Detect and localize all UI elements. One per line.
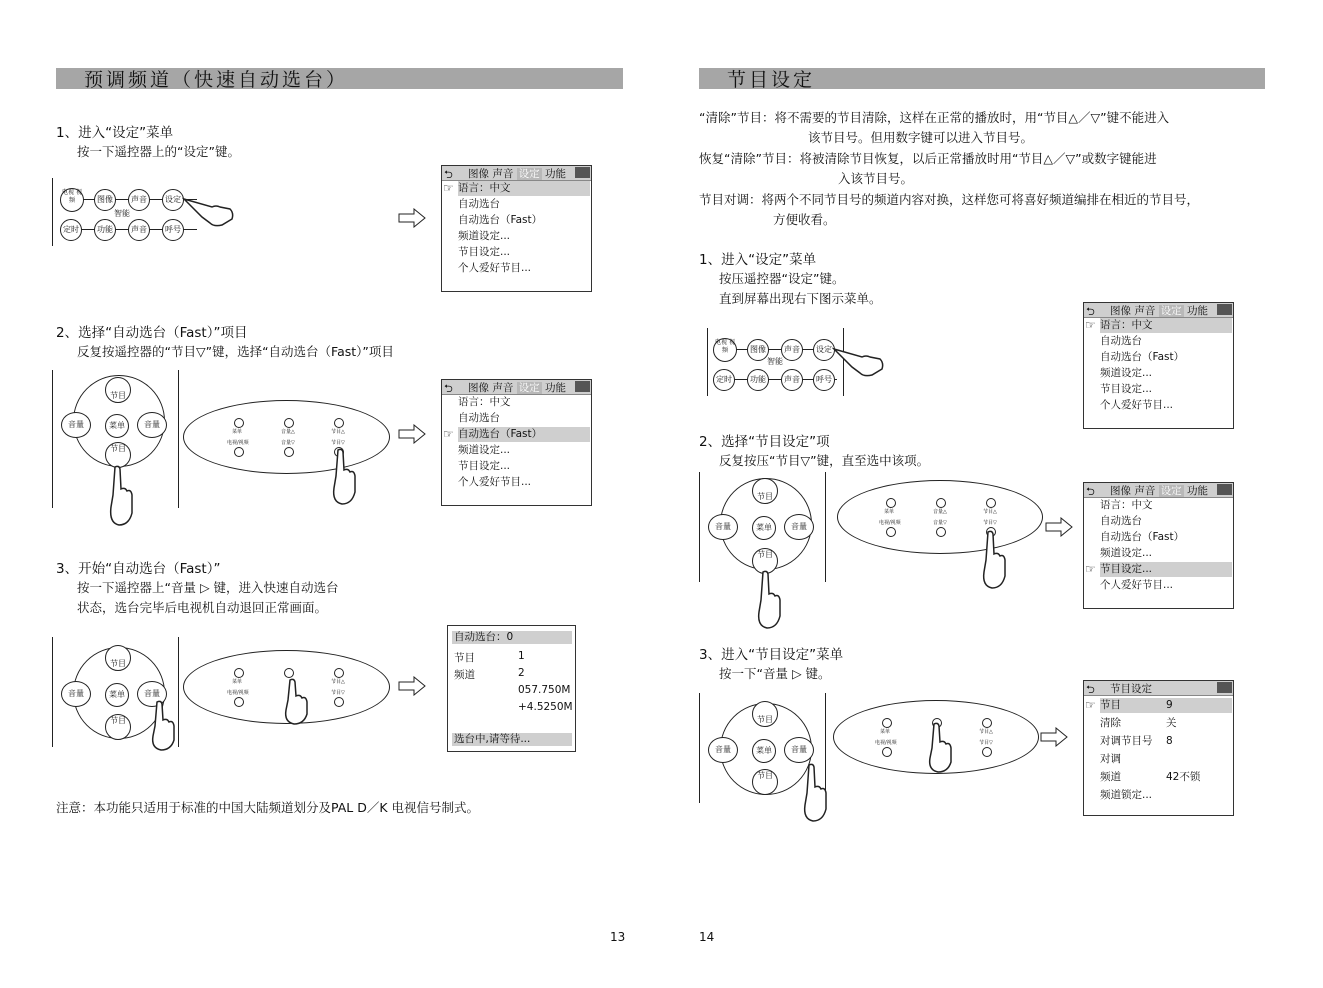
left-step2-desc: 反复按遥控器的“节目▽”键，选择“自动选台（Fast）”项目 [77, 344, 394, 359]
remote-cross-pad-1 [50, 370, 185, 530]
menu-button[interactable]: 菜单 [752, 516, 776, 540]
timer-button[interactable]: 定时 [60, 219, 82, 241]
menu-button[interactable]: 菜单 [752, 739, 776, 763]
program-setup-title: 节目设定 [1110, 683, 1152, 695]
menu-item-language[interactable]: 语言：中文 [1100, 318, 1232, 333]
sound-button[interactable]: 声音 [128, 189, 150, 211]
program-down-button[interactable]: 节目 [752, 548, 778, 574]
program-up-button[interactable]: 节目 [752, 478, 778, 504]
right-step1-heading: 1、进入“设定”菜单 [699, 252, 817, 268]
intro-3-line1: 节目对调：将两个不同节目号的频道内容对换，这样您可将喜好频道编排在相近的节目号， [699, 192, 1200, 207]
tv-video-button[interactable]: 电视 视频 [713, 338, 737, 362]
left-step3-desc1: 按一下遥控器上“音量 ▷ 键，进入快速自动选台 [77, 580, 339, 595]
right-step1-desc1: 按压遥控器“设定”键。 [719, 271, 845, 286]
intro-2-line1: 恢复“清除”节目：将被清除节目恢复，以后正常播放时用“节目△／▽”或数字键能进 [699, 151, 1157, 166]
timer-button[interactable]: 定时 [713, 369, 735, 391]
tv-front-panel-3: 菜单 音量△ 节目△ 电视/视频 音量▽ 节目▽ [837, 480, 1043, 554]
function-button[interactable]: 功能 [94, 219, 116, 241]
pointing-hand-icon [832, 343, 887, 378]
smart-label: 智能 [114, 209, 130, 218]
finger-icon [150, 700, 176, 752]
menu-item-auto-scan-fast[interactable]: 自动选台（Fast） [1100, 531, 1185, 543]
left-step1-heading: 1、进入“设定”菜单 [56, 125, 174, 141]
menu-item-channel-setup[interactable]: 频道设定... [458, 230, 511, 242]
intro-1-line1: “清除”节目：将不需要的节目清除，这样在正常的播放时，用“节目△／▽”键不能进入 [699, 110, 1170, 125]
intro-1-line2: 该节目号。但用数字键可以进入节目号。 [808, 130, 1034, 145]
pointer-hand-icon: ☞ [443, 427, 454, 441]
sound-button[interactable]: 声音 [781, 339, 803, 361]
menu-item-program-setup[interactable]: 节目设定... [458, 460, 511, 472]
setup-menu-1: ⮌ 图像 声音 设定 功能 ☞ 语言：中文 自动选台 自动选台（Fast） 频道设定... 节目设定... 个人爱好节目... [441, 165, 592, 292]
tv-icon [575, 381, 590, 392]
auto-scan-status: 选台中,请等待... [452, 733, 572, 746]
finger-icon [802, 763, 828, 825]
sound2-button[interactable]: 声音 [128, 219, 150, 241]
setup-button[interactable]: 设定 [813, 339, 835, 361]
program-down-button[interactable]: 节目 [105, 442, 131, 468]
remote-button-strip [52, 178, 252, 246]
prog-row-swap-number[interactable]: 对调节目号 8 [1100, 735, 1173, 747]
tv-video-button[interactable]: 电视 视频 [60, 188, 84, 212]
menu-item-favorites[interactable]: 个人爱好节目... [458, 262, 532, 274]
left-step3-desc2: 状态，选台完毕后电视机自动退回正常画面。 [77, 600, 328, 615]
finger-icon [926, 722, 954, 774]
tv-icon [1217, 484, 1232, 495]
right-step3-desc: 按一下“音量 ▷ 键。 [719, 666, 831, 681]
menu-item-auto-scan[interactable]: 自动选台 [1100, 335, 1142, 347]
volume-left-button[interactable]: 音量 [708, 737, 738, 763]
call-button[interactable]: 呼号 [162, 219, 184, 241]
tv-front-panel-1: 菜单 音量△ 节目△ 电视/视频 音量▽ 节目▽ [183, 400, 390, 474]
menu-button[interactable]: 菜单 [105, 414, 129, 438]
menu-item-favorites[interactable]: 个人爱好节目... [1100, 399, 1174, 411]
finger-icon [755, 570, 783, 630]
pointer-hand-icon: ☞ [1085, 698, 1096, 712]
remote-button-strip-2: 电视 视频 图像 声音 设定 智能 定时 功能 声音 呼号 [707, 328, 892, 396]
page-number-right: 14 [699, 930, 715, 944]
tv-icon [1217, 682, 1232, 693]
remote-cross-pad-4 [697, 693, 832, 833]
program-setup-menu: ⮌ 节目设定 ☞ 节目 9 清除 关 对调节目号 8 对调 频道 42不锁 频道锁定... [1083, 680, 1234, 816]
finger-icon [282, 678, 310, 726]
page-number-left: 13 [610, 930, 626, 944]
arrow-right-icon [1040, 727, 1068, 747]
auto-scan-title: 自动选台：0 [452, 631, 572, 644]
prog-row-swap[interactable]: 对调 [1100, 753, 1121, 765]
program-down-button[interactable]: 节目 [105, 714, 131, 740]
left-page-title: 预调频道（快速自动选台） [84, 69, 349, 91]
menu-item-program-setup[interactable]: 节目设定... [1100, 562, 1232, 577]
finger-icon [105, 465, 135, 527]
program-up-button[interactable]: 节目 [752, 701, 778, 727]
menu-item-auto-scan[interactable]: 自动选台 [458, 198, 500, 210]
volume-right-button[interactable]: 音量 [137, 412, 167, 438]
picture-button[interactable]: 图像 [747, 339, 769, 361]
menu-item-channel-setup[interactable]: 频道设定... [1100, 547, 1153, 559]
volume-right-button[interactable]: 音量 [137, 681, 167, 707]
menu-button[interactable]: 菜单 [105, 683, 129, 707]
menu-item-auto-scan[interactable]: 自动选台 [458, 412, 500, 424]
arrow-right-icon [398, 676, 426, 696]
volume-left-button[interactable]: 音量 [61, 681, 91, 707]
picture-button[interactable]: 图像 [94, 189, 116, 211]
menu-item-program-setup[interactable]: 节目设定... [458, 246, 511, 258]
tv-front-panel-4: 菜单 节目△ 电视/视频 节目▽ [833, 700, 1039, 774]
setup-menu-2: ⮌ 图像 声音 设定 功能 ☞ 语言：中文 自动选台 自动选台（Fast） 频道设定... 节目设定... 个人爱好节目... [441, 379, 592, 506]
setup-menu-3: ⮌ 图像 声音 设定 功能 ☞ 语言：中文 自动选台 自动选台（Fast） 频道设定... 节目设定... 个人爱好节目... [1083, 302, 1234, 429]
program-up-button[interactable]: 节目 [105, 377, 131, 403]
menu-item-language[interactable]: 语言：中文 [458, 396, 511, 408]
menu-item-auto-scan-fast[interactable]: 自动选台（Fast） [1100, 351, 1185, 363]
setup-menu-4: ⮌ 图像 声音 设定 功能 ☞ 语言：中文 自动选台 自动选台（Fast） 频道设定... 节目设定... 个人爱好节目... [1083, 482, 1234, 609]
pointer-hand-icon: ☞ [1085, 562, 1096, 576]
volume-right-button[interactable]: 音量 [784, 514, 814, 540]
finger-icon [980, 530, 1008, 592]
menu-item-favorites[interactable]: 个人爱好节目... [1100, 579, 1174, 591]
volume-right-button[interactable]: 音量 [784, 737, 814, 763]
menu-item-auto-scan-fast[interactable]: 自动选台（Fast） [458, 427, 590, 442]
pointer-hand-icon: ☞ [1085, 318, 1096, 332]
setup-button[interactable]: 设定 [162, 189, 184, 211]
intro-2-line2: 入该节目号。 [838, 171, 914, 186]
menu-item-channel-setup[interactable]: 频道设定... [1100, 367, 1153, 379]
right-step3-heading: 3、进入“节目设定”菜单 [699, 647, 844, 663]
left-step3-heading: 3、开始“自动选台（Fast）” [56, 561, 221, 577]
arrow-right-icon [398, 208, 426, 228]
menu-item-program-setup[interactable]: 节目设定... [1100, 383, 1153, 395]
left-step2-heading: 2、选择“自动选台（Fast）”项目 [56, 325, 248, 341]
tv-icon [1217, 304, 1232, 315]
prog-row-channel-lock[interactable]: 频道锁定... [1100, 789, 1153, 801]
pointer-hand-icon: ☞ [443, 181, 454, 195]
right-page-title: 节目设定 [727, 69, 816, 91]
menu-item-auto-scan[interactable]: 自动选台 [1100, 515, 1142, 527]
sound2-button[interactable]: 声音 [781, 369, 803, 391]
prog-row-clear[interactable]: 清除 关 [1100, 717, 1177, 729]
tv-icon [575, 167, 590, 178]
volume-left-button[interactable]: 音量 [708, 514, 738, 540]
prog-row-program[interactable]: 节目 9 [1100, 698, 1232, 713]
call-button[interactable]: 呼号 [813, 369, 835, 391]
right-step2-desc: 反复按压“节目▽”键，直至选中该项。 [719, 453, 930, 468]
tv-front-panel-2: 菜单 节目△ 电视/视频 节目▽ [183, 650, 390, 724]
remote-cross-pad-3 [697, 472, 832, 632]
menu-item-favorites[interactable]: 个人爱好节目... [458, 476, 532, 488]
intro-3-line2: 方便收看。 [773, 212, 836, 227]
right-title-bar [699, 68, 1265, 89]
menu-item-language[interactable]: 语言：中文 [1100, 499, 1153, 511]
menu-item-channel-setup[interactable]: 频道设定... [458, 444, 511, 456]
left-note: 注意：本功能只适用于标准的中国大陆频道划分及PAL D／K 电视信号制式。 [56, 800, 480, 815]
menu-item-auto-scan-fast[interactable]: 自动选台（Fast） [458, 214, 543, 226]
left-step1-desc: 按一下遥控器上的“设定”键。 [77, 144, 240, 159]
arrow-right-icon [398, 424, 426, 444]
auto-scan-screen: 自动选台：0 节目 1 频道 2 057.750M +4.5250M 选台中,请等待... [447, 625, 576, 752]
right-step2-heading: 2、选择“节目设定”项 [699, 434, 830, 450]
volume-left-button[interactable]: 音量 [61, 412, 91, 438]
program-down-button[interactable]: 节目 [752, 769, 778, 795]
menu-item-language[interactable]: 语言：中文 [458, 181, 590, 196]
pointing-hand-icon [182, 193, 237, 228]
program-up-button[interactable]: 节目 [105, 645, 131, 671]
left-title-bar [56, 68, 623, 89]
arrow-right-icon [1045, 517, 1073, 537]
prog-row-channel[interactable]: 频道 42不锁 [1100, 771, 1201, 783]
right-step1-desc2: 直到屏幕出现右下图示菜单。 [719, 291, 882, 306]
function-button[interactable]: 功能 [747, 369, 769, 391]
finger-icon [330, 448, 358, 506]
